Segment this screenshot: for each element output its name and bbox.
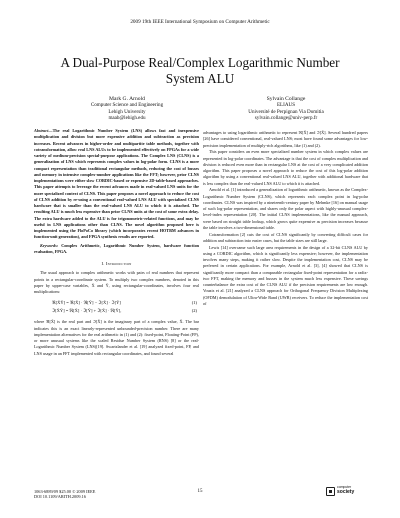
equation-block [34, 299, 199, 315]
page-number: 15 [197, 489, 203, 494]
author-email: sylvain.collange@univ-perp.fr [254, 114, 318, 121]
abstract-text: The real Logarithmic Number System (LNS) allows fast and inexpensive multiplication and division but more expensive addition and subtraction as precision increases. Recent advances in higher-order and multipartite table methods, together with cotransformation, allow real LNS ALUs to be implemented effectively on FPGAs for a wide variety of medium-precision special-purpose applications. The Complex LNS (CLNS) is a generalization of LNS which represents complex values in log-polar form. CLNS is a more compact representation than traditional rectangular methods, reducing the cost of busses and memory in intensive complex-number applications like the FFT; however, prior CLNS implementations were either slow CORDIC-based or expensive 2D-table-based approaches. This paper attempts to leverage the recent advances made in real-valued LNS units for the more specialized context of CLNS. This paper proposes a novel approach to reduce the cost of CLNS addition by re-using a conventional real-valued LNS ALU with specialized CLNS hardware that is smaller than the real-valued LNS ALU to which it is attached. The resulting ALU is much less expensive than prior CLNS units at the cost of some extra delay. The extra hardware added to the ALU is for trigonometric-related functions, and may be useful in LNS applications other than CLNS. The novel algorithm proposed here is implemented using the FloPoCo library (which incorporates recent HOTBM advances in function-unit generation), and FPGA synthesis results are reported. [34, 128, 199, 240]
body-paragraph: Lewis [14] overcame such large area requirements in the design of a 32-bit CLNS ALU by using a CORDIC algorithm, which is significantly less expensive; however, the implementation involves many steps, making it rather slow. Despite the implementation cost, CLNS may be preferred in certain applications. For example, Arnold et al. [3], [4] showed that CLNS is significantly more compact than a comparable rectangular fixed-point representation for a radix-two FFT, making the memory and busses in the system much less expensive. These savings counterbalance the extra cost of the CLNS ALU if the precision requirements are low enough. Vouzis et al. [21] analyzed a CLNS approach for Orthogonal Frequency Division Multiplexing (OFDM) demodulation of Ultra-Wide Band (UWB) receivers. To reduce the implementation cost of [203, 244, 368, 306]
logo-text [337, 485, 354, 496]
author-email: maab@lehigh.edu [108, 114, 146, 121]
equation-number: (1) [191, 300, 197, 306]
abstract-label: Abstract— [34, 128, 53, 133]
equation-row [34, 299, 199, 307]
logo-icon [326, 487, 335, 496]
logo-text-line2: society [337, 489, 355, 496]
author-block-1 [72, 96, 182, 121]
equation: ℑ[X̄Ȳ] = ℜ[X̄] · ℑ[Ȳ] + ℑ[X̄] · ℜ[Ȳ], [52, 308, 122, 314]
paper-title: A Dual-Purpose Real/Complex Logarithmic Number System ALU [60, 55, 340, 86]
section-heading: I. Introduction [101, 261, 132, 266]
author-name: Mark G. Arnold [109, 96, 145, 102]
equation-row [34, 307, 199, 315]
conference-header: 2009 19th IEEE International Symposium on Computer Arithmetic [130, 19, 270, 25]
logo-text-line1: computer [337, 485, 352, 489]
body-paragraph: advantages to using logarithmic arithmetic to represent ℜ[X̄] and ℑ[X̄]. Several hundred papers [26] have considered conventional, real-valued LNS; most have found some advantages for low-precision implementation of multiply-rich algorithms, like (1) and (2). [203, 130, 368, 148]
left-column [34, 128, 199, 357]
computer-society-logo [326, 485, 368, 501]
author-affiliation: Université de Perpignan Via Domitia [248, 108, 324, 115]
right-column [203, 130, 368, 308]
author-affiliation: Computer Science and Engineering [90, 102, 164, 109]
intro-paragraph: The usual approach to complex arithmetic works with pairs of real numbers that represent points in a rectangular-coordinate system. To multiply two complex numbers, denoted in this paper by upper-case variables, X̄ and Ȳ, using rectangular-coordinates, involves four real multiplications: [34, 270, 199, 294]
author-affiliation: Lehigh University [108, 108, 146, 115]
intro-paragraph: where ℜ[X̄] is the real part and ℑ[X̄] is the imaginary part of a complex value, X̄. The bar indicates this is an exact linearly-represented unbounded-precision number. There are many implementation alternatives for the real arithmetic in (1) and (2): fixed-point, Floating-Point (FP), or more unusual systems like the scaled Residue Number System (RNS) [8] or the real-Logarithmic Number System (LNS)[19]. Swartzlander et al. [19] analyzed fixed-point, FP, and LNS usage in an FFT implemented with rectangular coordinates, and found several [34, 319, 199, 356]
author-block-2 [226, 96, 346, 121]
author-affiliation: ELIAUS [276, 102, 296, 109]
keywords-text: Complex Arithmetic, Logarithmic Number System, hardware function evaluation, FPGA. [34, 242, 199, 254]
body-paragraph: Cotransformation [2] cuts the cost of CLNS significantly by converting difficult cases for addition and subtraction into easier cases, but the table sizes are still large. [203, 231, 368, 243]
equation: ℜ[X̄Ȳ] = ℜ[X̄] · ℜ[Ȳ] − ℑ[X̄] · ℑ[Ȳ] [52, 300, 121, 306]
doi-line: DOI 10.1109/ARITH.2009.16 [34, 494, 86, 500]
body-paragraph: Arnold et al. [1] introduced a generalization of logarithmic arithmetic, known as the Complex-Logarithmic Number System (CLNS), which represents each complex point in log-polar coordinates. CLNS was inspired by a nineteenth-century paper by Mehmke [16] on manual usage of such log-polar representation, and shares only the polar aspect with highly-unusual complex-level-index representation [20]. The initial CLNS implementations, like the manual approach, were based on straight table lookup, which grows quite expensive as precision increases because the table involves a two-dimensional table. [203, 187, 368, 230]
equation-number: (2) [191, 308, 197, 314]
abstract [34, 128, 199, 241]
keywords-label: Keywords: [40, 242, 59, 248]
copyright-line: 1063-6889/09 $25.00 © 2009 IEEE [34, 489, 96, 494]
body-paragraph: This paper considers an even more specialized number system in which complex values are represented in log-polar coordinates. The advantage is that the cost of complex multiplication and division is reduced even more than in rectangular LNS at the cost of a very complicated addition algorithm. This paper proposes a novel approach to reduce the cost of this log-polar addition algorithm by using a conventional real-valued LNS ALU, together with additional hardware that is less complex than the real-valued LNS ALU to which it is attached. [203, 149, 368, 186]
author-name: Sylvain Collange [266, 96, 306, 102]
keywords [34, 243, 199, 256]
